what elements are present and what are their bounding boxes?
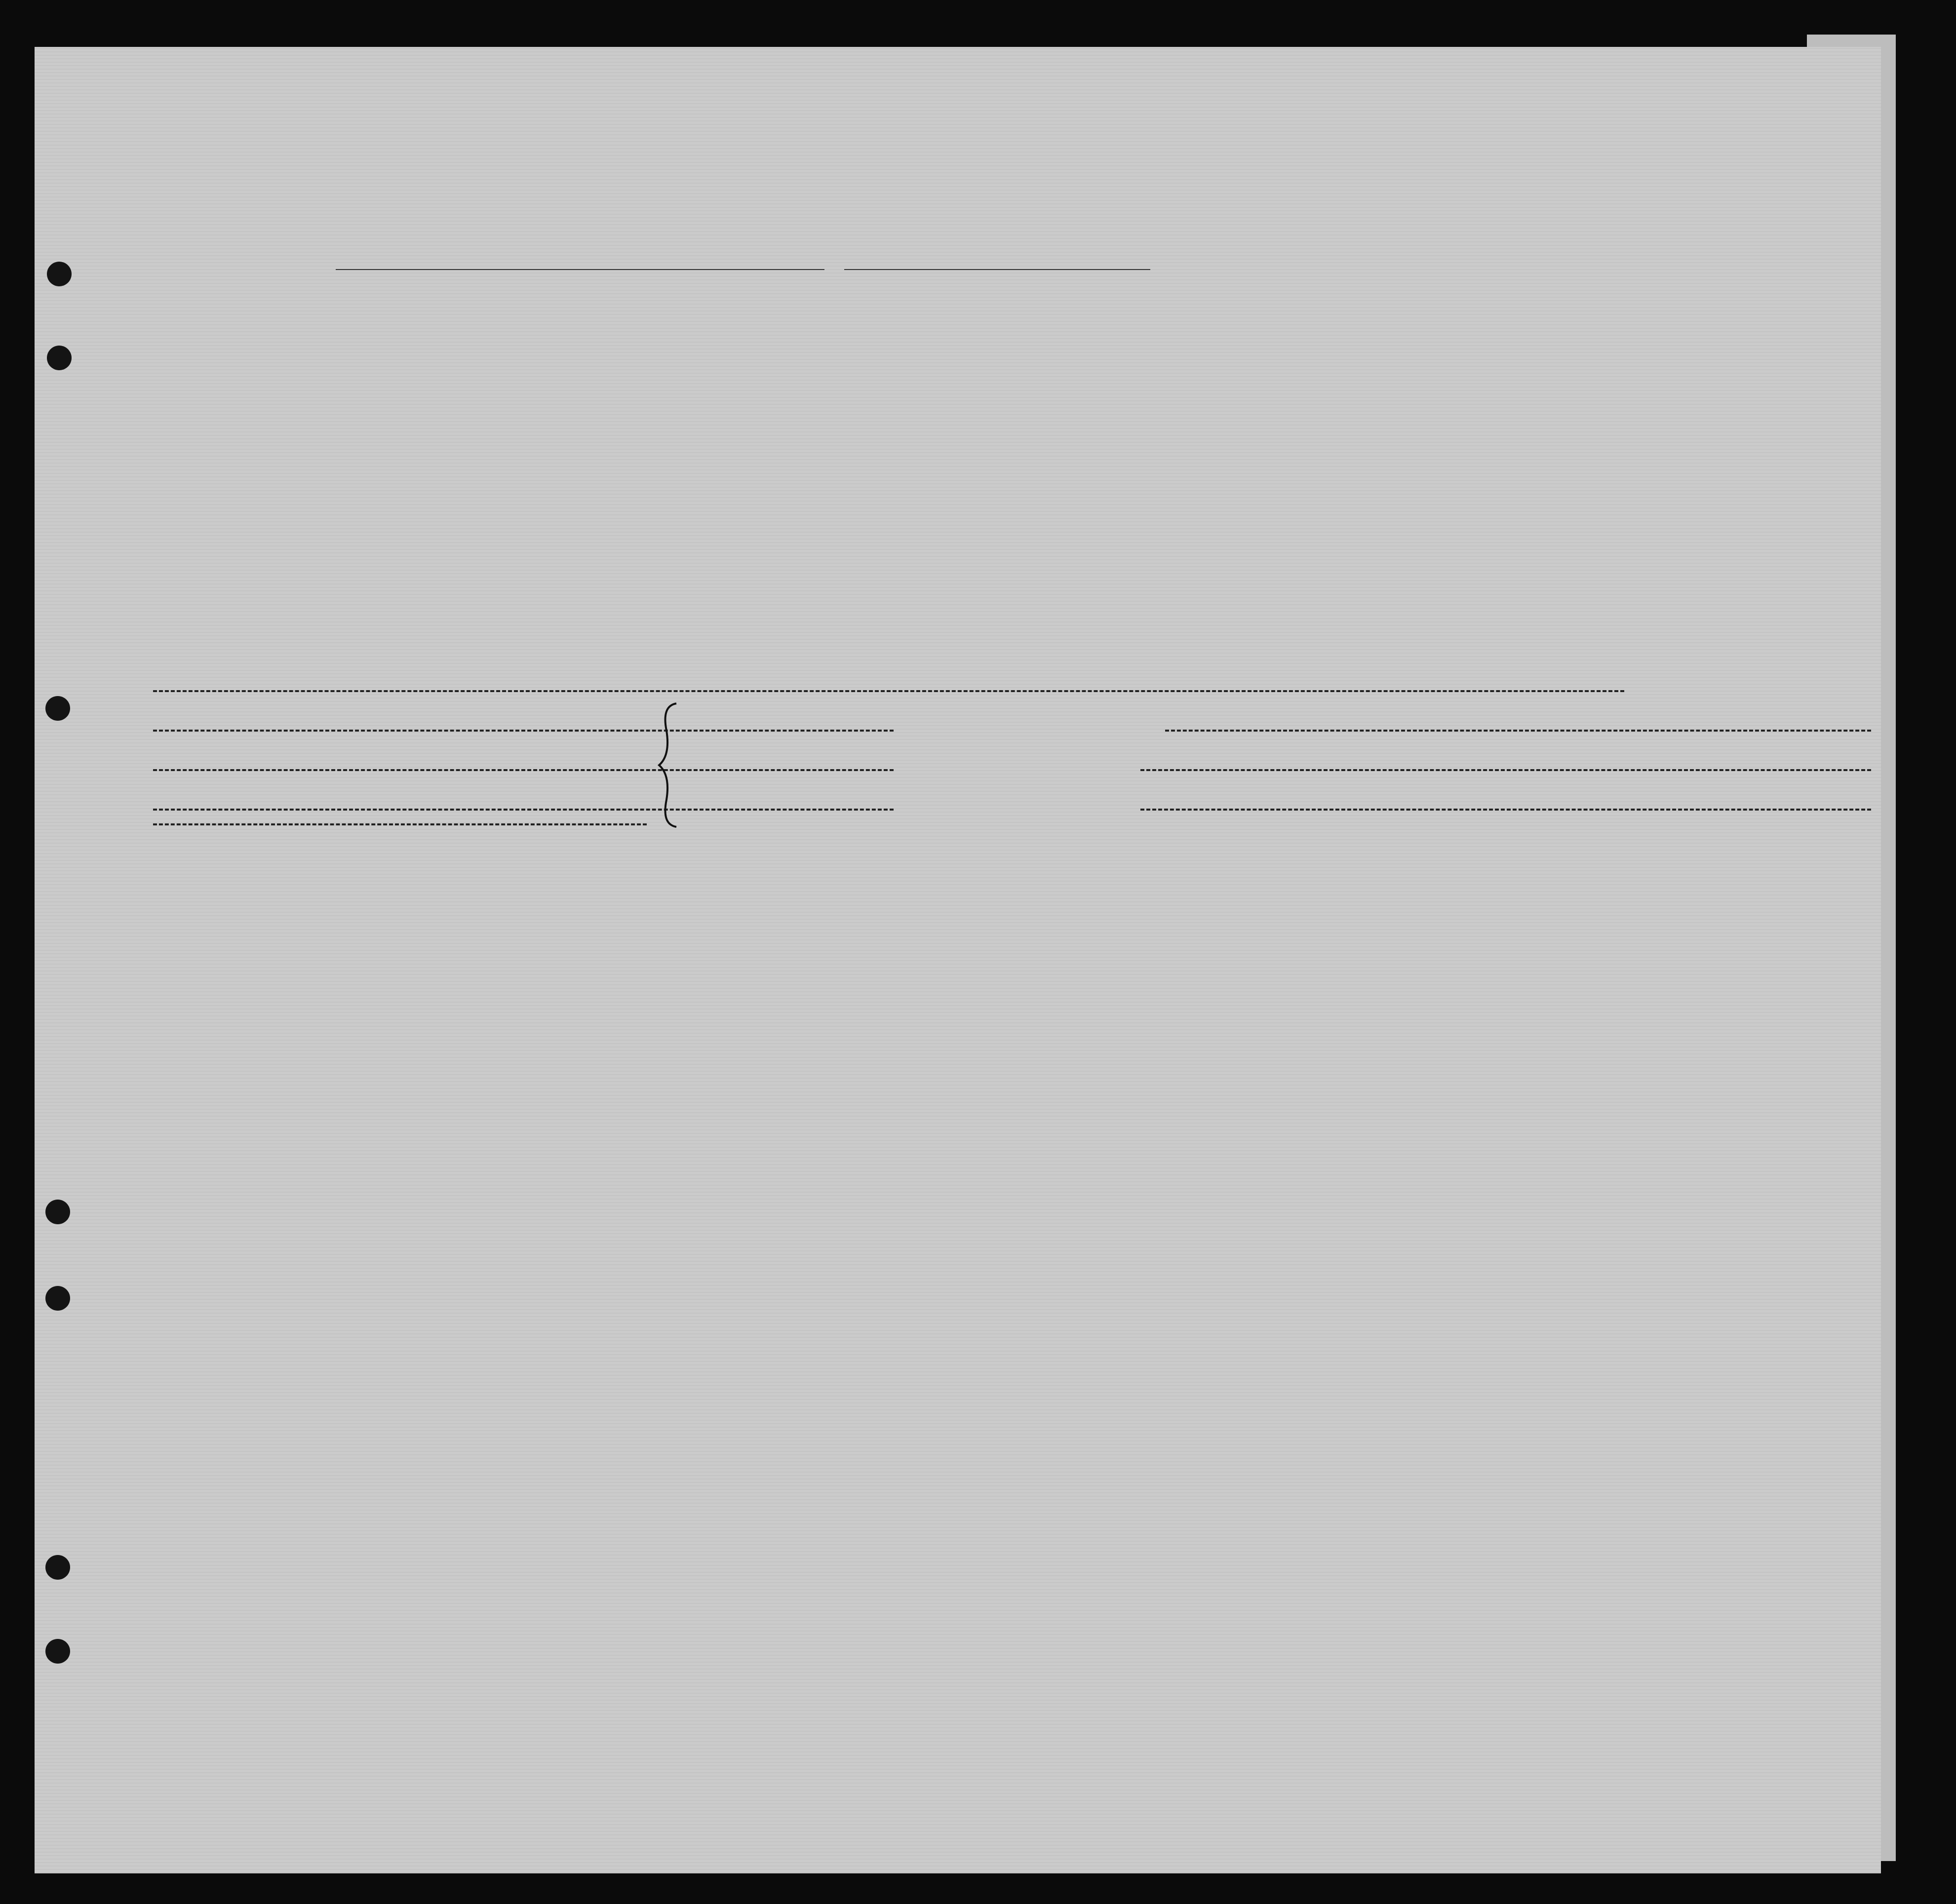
punch-hole <box>47 262 72 286</box>
manifest-page <box>35 47 1881 1873</box>
date-underline <box>844 269 1150 270</box>
punch-hole <box>45 1200 70 1224</box>
row6-dashes <box>153 730 894 732</box>
punch-hole <box>47 346 72 370</box>
row5-dashes <box>153 690 1624 692</box>
row8-dashes-right <box>1140 809 1871 811</box>
punch-hole <box>45 1555 70 1580</box>
punch-hole <box>45 1286 70 1311</box>
row8-dashes <box>153 809 894 811</box>
row8b-dashes <box>153 823 647 825</box>
row7-dashes <box>153 769 894 771</box>
row7-dashes-right <box>1140 769 1871 771</box>
bracket-mark <box>657 701 686 829</box>
row6-dashes-right <box>1165 730 1871 732</box>
port-underline <box>336 269 824 270</box>
punch-hole <box>45 696 70 721</box>
punch-hole <box>45 1639 70 1664</box>
